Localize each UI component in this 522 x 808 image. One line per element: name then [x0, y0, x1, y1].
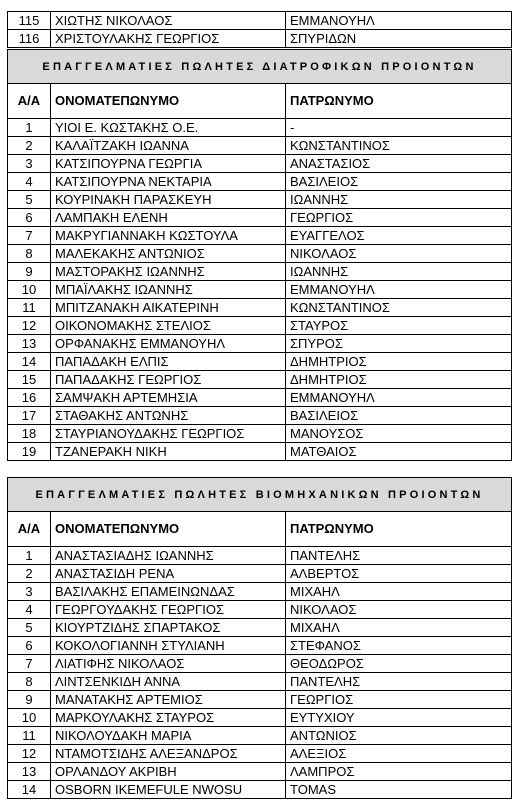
table-row [8, 547, 512, 565]
table-row [8, 637, 512, 655]
row-number: 8 [8, 245, 51, 263]
row-fathername: - [286, 119, 512, 137]
table-row [8, 353, 512, 371]
table-row [8, 709, 512, 727]
header-fathername: ΠΑΤΡΩΝΥΜΟ [286, 84, 512, 119]
row-fathername: ΣΠΥΡΟΣ [286, 335, 512, 353]
row-fullname: ΛΙΑΤΙΦΗΣ ΝΙΚΟΛΑΟΣ [51, 655, 286, 673]
row-fathername: ΠΑΝΤΕΛΗΣ [286, 547, 512, 565]
row-number: 5 [8, 619, 51, 637]
row-fullname: ΜΑΝΑΤΑΚΗΣ ΑΡΤΕΜΙΟΣ [51, 691, 286, 709]
header-aa: Α/Α [8, 84, 51, 119]
row-fathername: ΚΩΝΣΤΑΝΤΙΝΟΣ [286, 299, 512, 317]
row-fullname: ΓΕΩΡΓΟΥΔΑΚΗΣ ΓΕΩΡΓΙΟΣ [51, 601, 286, 619]
row-fullname: ΣΤΑΘΑΚΗΣ ΑΝΤΩΝΗΣ [51, 407, 286, 425]
row-fathername: ΜΙΧΑΗΛ [286, 619, 512, 637]
row-fullname: ΟΡΦΑΝΑΚΗΣ ΕΜΜΑΝΟΥΗΛ [51, 335, 286, 353]
table-row [8, 281, 512, 299]
row-fullname: ΜΑΚΡΥΓΙΑΝΝΑΚΗ ΚΩΣΤΟΥΛΑ [51, 227, 286, 245]
table-row [8, 335, 512, 353]
row-fullname: ΜΑΣΤΟΡΑΚΗΣ ΙΩΑΝΝΗΣ [51, 263, 286, 281]
row-fathername: ΕΜΜΑΝΟΥΗΛ [286, 389, 512, 407]
row-fathername: ΓΕΩΡΓΙΟΣ [286, 209, 512, 227]
table-row [8, 655, 512, 673]
row-fathername: ΔΗΜΗΤΡΙΟΣ [286, 371, 512, 389]
row-number: 16 [8, 389, 51, 407]
row-fathername: ΜΑΤΘΑΙΟΣ [286, 443, 512, 461]
row-fathername: ΔΗΜΗΤΡΙΟΣ [286, 353, 512, 371]
row-number: 3 [8, 583, 51, 601]
row-fathername: ΜΑΝΟΥΣΟΣ [286, 425, 512, 443]
row-number: 9 [8, 263, 51, 281]
table-row [8, 12, 512, 30]
table-row [8, 155, 512, 173]
table-row [8, 299, 512, 317]
row-number: 10 [8, 709, 51, 727]
section-title: ΕΠΑΓΓΕΛΜΑΤΙΕΣ ΠΩΛΗΤΕΣ ΔΙΑΤΡΟΦΙΚΩΝ ΠΡΟΙΟΝΤΩΝ [8, 50, 512, 84]
table-row [8, 601, 512, 619]
row-fullname: ΒΑΣΙΛΑΚΗΣ ΕΠΑΜΕΙΝΩΝΔΑΣ [51, 583, 286, 601]
row-fathername: ΑΝΑΣΤΑΣΙΟΣ [286, 155, 512, 173]
row-fullname: ΝΙΚΟΛΟΥΔΑΚΗ ΜΑΡΙΑ [51, 727, 286, 745]
table-row [8, 583, 512, 601]
row-number: 18 [8, 425, 51, 443]
row-fullname: ΥΙΟΙ Ε. ΚΩΣΤΑΚΗΣ Ο.Ε. [51, 119, 286, 137]
row-number: 19 [8, 443, 51, 461]
table-row [8, 781, 512, 799]
header-aa: Α/Α [8, 512, 51, 547]
row-fullname: ΚΑΤΣΙΠΟΥΡΝΑ ΝΕΚΤΑΡΙΑ [51, 173, 286, 191]
table-row [8, 209, 512, 227]
table-row [8, 371, 512, 389]
row-number: 13 [8, 763, 51, 781]
section-title-row [8, 478, 512, 512]
row-fullname: OSBORN IKEMEFULE NWOSU [51, 781, 286, 799]
row-fathername: ΕΜΜΑΝΟΥΗΛ [286, 12, 512, 30]
table-row [8, 389, 512, 407]
row-number: 17 [8, 407, 51, 425]
row-number: 12 [8, 317, 51, 335]
row-fathername: ΙΩΑΝΝΗΣ [286, 191, 512, 209]
header-fullname: ΟΝΟΜΑΤΕΠΩΝΥΜΟ [51, 84, 286, 119]
row-fathername: ΓΕΩΡΓΙΟΣ [286, 691, 512, 709]
row-fathername: ΕΥΑΓΓΕΛΟΣ [286, 227, 512, 245]
table-row [8, 317, 512, 335]
header-fullname: ΟΝΟΜΑΤΕΠΩΝΥΜΟ [51, 512, 286, 547]
row-fullname: ΜΑΡΚΟΥΛΑΚΗΣ ΣΤΑΥΡΟΣ [51, 709, 286, 727]
table-row [8, 227, 512, 245]
row-fathername: ΣΠΥΡΙΔΩΝ [286, 30, 512, 48]
row-fullname: ΧΡΙΣΤΟΥΛΑΚΗΣ ΓΕΩΡΓΙΟΣ [51, 30, 286, 48]
table-row [8, 763, 512, 781]
section-title-row [8, 50, 512, 84]
row-fullname: ΜΠΑΪΛΑΚΗΣ ΙΩΑΝΝΗΣ [51, 281, 286, 299]
row-fullname: ΑΝΑΣΤΑΣΙΑΔΗΣ ΙΩΑΝΝΗΣ [51, 547, 286, 565]
row-number: 14 [8, 353, 51, 371]
row-fathername: ΘΕΟΔΩΡΟΣ [286, 655, 512, 673]
table-row [8, 565, 512, 583]
row-number: 3 [8, 155, 51, 173]
row-fullname: ΜΠΙΤΖΑΝΑΚΗ ΑΙΚΑΤΕΡΙΝΗ [51, 299, 286, 317]
row-fullname: ΚΙΟΥΡΤΖΙΔΗΣ ΣΠΑΡΤΑΚΟΣ [51, 619, 286, 637]
row-fathername: ΕΥΤΥΧΙΟΥ [286, 709, 512, 727]
row-fullname: ΚΑΛΑΪΤΖΑΚΗ ΙΩΑΝΝΑ [51, 137, 286, 155]
row-number: 11 [8, 299, 51, 317]
table-row [8, 407, 512, 425]
row-fathername: ΝΙΚΟΛΑΟΣ [286, 245, 512, 263]
row-fullname: ΤΖΑΝΕΡΑΚΗ ΝΙΚΗ [51, 443, 286, 461]
row-number: 8 [8, 673, 51, 691]
food-vendors-table [7, 49, 512, 461]
row-number: 1 [8, 547, 51, 565]
row-fathername: ΑΛΕΞΙΟΣ [286, 745, 512, 763]
row-number: 6 [8, 209, 51, 227]
row-fullname: ΜΑΛΕΚΑΚΗΣ ΑΝΤΩΝΙΟΣ [51, 245, 286, 263]
table-row [8, 173, 512, 191]
industrial-vendors-rows [8, 547, 512, 799]
row-fathername: ΝΙΚΟΛΑΟΣ [286, 601, 512, 619]
row-number: 2 [8, 137, 51, 155]
row-fullname: ΚΑΤΣΙΠΟΥΡΝΑ ΓΕΩΡΓΙΑ [51, 155, 286, 173]
row-fullname: ΣΤΑΥΡΙΑΝΟΥΔΑΚΗΣ ΓΕΩΡΓΙΟΣ [51, 425, 286, 443]
row-number: 5 [8, 191, 51, 209]
row-number: 15 [8, 371, 51, 389]
row-fathername: TOMAS [286, 781, 512, 799]
row-fathername: ΜΙΧΑΗΛ [286, 583, 512, 601]
row-fullname: ΧΙΩΤΗΣ ΝΙΚΟΛΑΟΣ [51, 12, 286, 30]
row-number: 12 [8, 745, 51, 763]
row-fathername: ΕΜΜΑΝΟΥΗΛ [286, 281, 512, 299]
table-row [8, 443, 512, 461]
row-number: 11 [8, 727, 51, 745]
table-row [8, 119, 512, 137]
table-row [8, 425, 512, 443]
header-row [8, 84, 512, 119]
row-fullname: ΠΑΠΑΔΑΚΗ ΕΛΠΙΣ [51, 353, 286, 371]
row-fullname: ΛΑΜΠΑΚΗ ΕΛΕΝΗ [51, 209, 286, 227]
row-number: 10 [8, 281, 51, 299]
header-row [8, 512, 512, 547]
table-row [8, 691, 512, 709]
row-fathername: ΒΑΣΙΛΕΙΟΣ [286, 173, 512, 191]
row-number: 116 [8, 30, 51, 48]
row-number: 13 [8, 335, 51, 353]
row-fathername: ΣΤΑΥΡΟΣ [286, 317, 512, 335]
table-row [8, 263, 512, 281]
table-row [8, 30, 512, 48]
row-number: 4 [8, 601, 51, 619]
row-fullname: ΑΝΑΣΤΑΣΙΔΗ ΡΕΝΑ [51, 565, 286, 583]
row-fathername: ΣΤΕΦΑΝΟΣ [286, 637, 512, 655]
row-fullname: ΝΤΑΜΟΤΣΙΔΗΣ ΑΛΕΞΑΝΔΡΟΣ [51, 745, 286, 763]
food-vendors-rows [8, 119, 512, 461]
header-fathername: ΠΑΤΡΩΝΥΜΟ [286, 512, 512, 547]
row-number: 115 [8, 12, 51, 30]
row-number: 4 [8, 173, 51, 191]
row-fullname: ΠΑΠΑΔΑΚΗΣ ΓΕΩΡΓΙΟΣ [51, 371, 286, 389]
row-number: 14 [8, 781, 51, 799]
row-fullname: ΣΑΜΨΑΚΗ ΑΡΤΕΜΗΣΙΑ [51, 389, 286, 407]
row-fullname: ΟΡΛΑΝΔΟΥ ΑΚΡΙΒΗ [51, 763, 286, 781]
row-fathername: ΑΝΤΩΝΙΟΣ [286, 727, 512, 745]
row-fullname: ΚΟΚΟΛΟΓΙΑΝΝΗ ΣΤΥΛΙΑΝΗ [51, 637, 286, 655]
previous-section-table [7, 11, 512, 48]
row-fullname: ΛΙΝΤΣΕΝΚΙΔΗ ΑΝΝΑ [51, 673, 286, 691]
previous-section-rows [8, 12, 512, 48]
row-fullname: ΟΙΚΟΝΟΜΑΚΗΣ ΣΤΕΛΙΟΣ [51, 317, 286, 335]
row-fathername: ΒΑΣΙΛΕΙΟΣ [286, 407, 512, 425]
table-row [8, 619, 512, 637]
row-number: 2 [8, 565, 51, 583]
row-fathername: ΑΛΒΕΡΤΟΣ [286, 565, 512, 583]
row-number: 1 [8, 119, 51, 137]
table-row [8, 673, 512, 691]
row-number: 7 [8, 655, 51, 673]
industrial-vendors-table [7, 477, 512, 799]
table-row [8, 745, 512, 763]
row-number: 7 [8, 227, 51, 245]
row-fullname: ΚΟΥΡΙΝΑΚΗ ΠΑΡΑΣΚΕΥΗ [51, 191, 286, 209]
row-fathername: ΚΩΝΣΤΑΝΤΙΝΟΣ [286, 137, 512, 155]
table-row [8, 191, 512, 209]
table-row [8, 245, 512, 263]
row-fathername: ΛΑΜΠΡΟΣ [286, 763, 512, 781]
row-fathername: ΠΑΝΤΕΛΗΣ [286, 673, 512, 691]
row-fathername: ΙΩΑΝΝΗΣ [286, 263, 512, 281]
row-number: 6 [8, 637, 51, 655]
table-row [8, 727, 512, 745]
table-row [8, 137, 512, 155]
section-title: ΕΠΑΓΓΕΛΜΑΤΙΕΣ ΠΩΛΗΤΕΣ ΒΙΟΜΗΧΑΝΙΚΩΝ ΠΡΟΙΟΝΤΩΝ [8, 478, 512, 512]
row-number: 9 [8, 691, 51, 709]
